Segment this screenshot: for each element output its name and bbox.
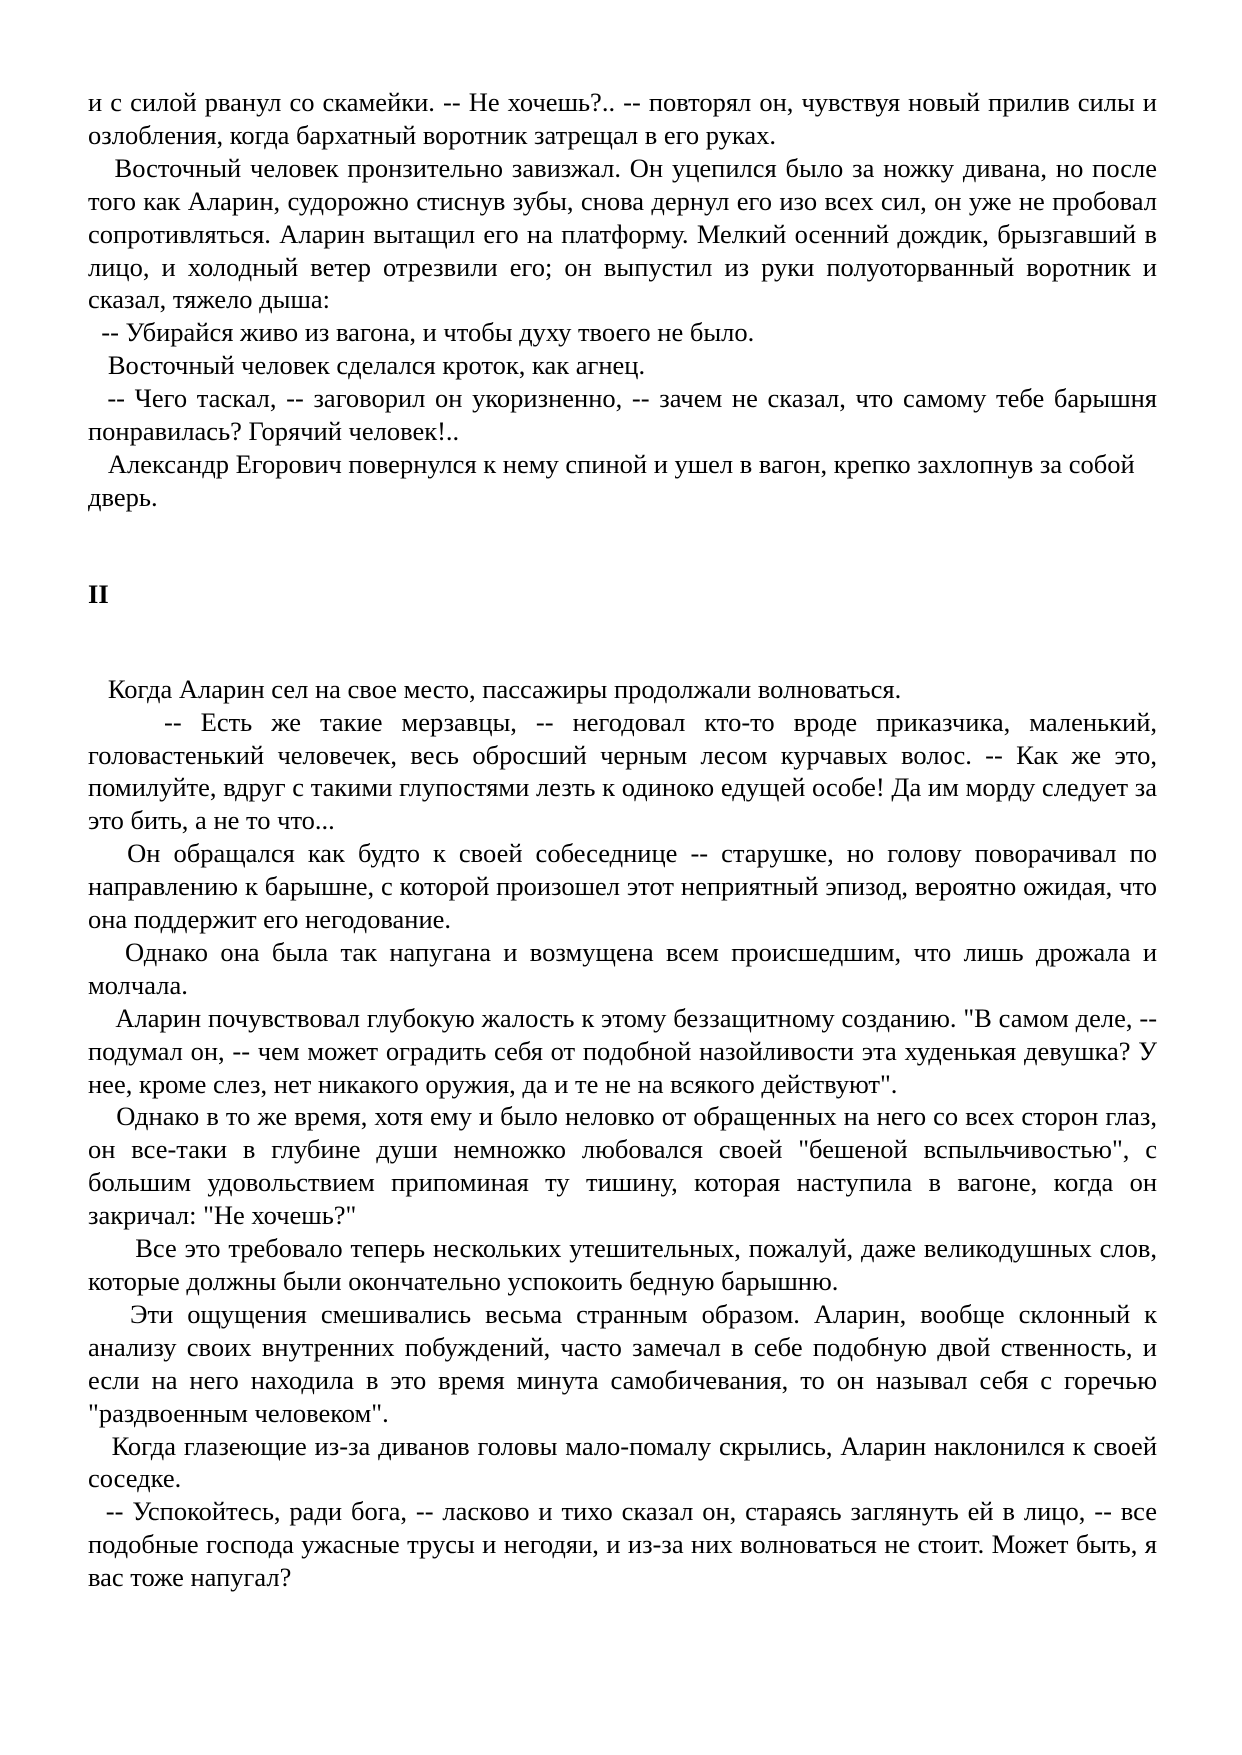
paragraph: и с силой рванул со скамейки. -- Не хочешь?.. -- повторял он, чувствуя новый прилив силы и озлобления, когда бархатный воротник затрещал в его руках.: [88, 87, 1164, 150]
paragraph: Восточный человек сделался кроток, как агнец.: [88, 350, 646, 381]
paragraph: -- Убирайся живо из вагона, и чтобы духу твоего не было.: [88, 317, 755, 348]
spacer: [88, 611, 1157, 673]
paragraph: Аларин почувствовал глубокую жалость к этому беззащитному созданию. "В самом деле, -- подумал он, -- чем может оградить себя от подобной назойливости эта худенькая девушка? У нее, кроме слез, нет никакого оружия, да и те не на всякого действуют".: [88, 1002, 1164, 1099]
section-1: [88, 86, 1164, 514]
paragraph: Однако она была так напугана и возмущена всем происшедшим, что лишь дрожала и молчала.: [88, 936, 1164, 1000]
paragraph: Все это требовало теперь нескольких утешительных, пожалуй, даже великодушных слов, которые должны были окончательно успокоить бедную барышню.: [88, 1233, 1164, 1296]
paragraph: Когда глазеющие из-за диванов головы мало-помалу скрылись, Аларин наклонился к своей соседке.: [88, 1430, 1164, 1494]
paragraph: -- Чего таскал, -- заговорил он укоризненно, -- зачем не сказал, что самому тебе барышня понравилась? Горячий человек!..: [88, 383, 1164, 447]
paragraph: Восточный человек пронзительно завизжал. Он уцепился было за ножку дивана, но после того как Аларин, судорожно стиснув зубы, снова дернул его изо всех сил, он уже не пробовал сопротивляться. Аларин вытащил его на платформу. Мелкий осенний дождик, брызгавший в лицо, и холодный ветер отрезвили его; он выпустил из руки полуоторванный воротник и сказал, тяжело дыша:: [88, 152, 1164, 315]
spacer: [88, 514, 1157, 578]
section-2: [88, 673, 1164, 1594]
paragraph: Он обращался как будто к своей собеседнице -- старушке, но голову поворачивал по направлению к барышне, с которой произошел этот неприятный эпизод, вероятно ожидая, что она поддержит его негодование.: [88, 838, 1164, 935]
paragraph: -- Есть же такие мерзавцы, -- негодовал кто-то вроде приказчика, маленький, головастенький человечек, весь обросший черным лесом курчавых волос. -- Как же это, помилуйте, вдруг с такими глупостями лезть к одиноко едущей особе! Да им морду следует за это бить, а не то что...: [88, 706, 1164, 836]
paragraph: Эти ощущения смешивались весьма странным образом. Аларин, вообще склонный к анализу своих внутренних побуждений, часто замечал в себе подобную двой ственность, и если на него находила в это время минута самобичевания, то он называл себя с горечью "раздвоенным человеком".: [88, 1298, 1164, 1428]
paragraph: Однако в то же время, хотя ему и было неловко от обращенных на него со всех сторон глаз, он все-таки в глубине души немножко любовался своей "бешеной вспыльчивостью", с большим удовольствием припоминая ту тишину, которая наступила в вагоне, когда он закричал: "Не хочешь?": [88, 1101, 1164, 1231]
chapter-heading: II: [88, 578, 109, 609]
paragraph: -- Успокойтесь, ради бога, -- ласково и тихо сказал он, стараясь заглянуть ей в лицо, -- все подобные господа ужасные трусы и негодяи, и из-за них волноваться не стоит. Может быть, я вас тоже напугал?: [88, 1496, 1164, 1593]
paragraph: Когда Аларин сел на свое место, пассажиры продолжали волноваться.: [88, 673, 902, 704]
paragraph: Александр Егорович повернулся к нему спиной и ушел в вагон, крепко захлопнув за собой дверь.: [88, 448, 1142, 512]
document-page: [88, 86, 1164, 1594]
